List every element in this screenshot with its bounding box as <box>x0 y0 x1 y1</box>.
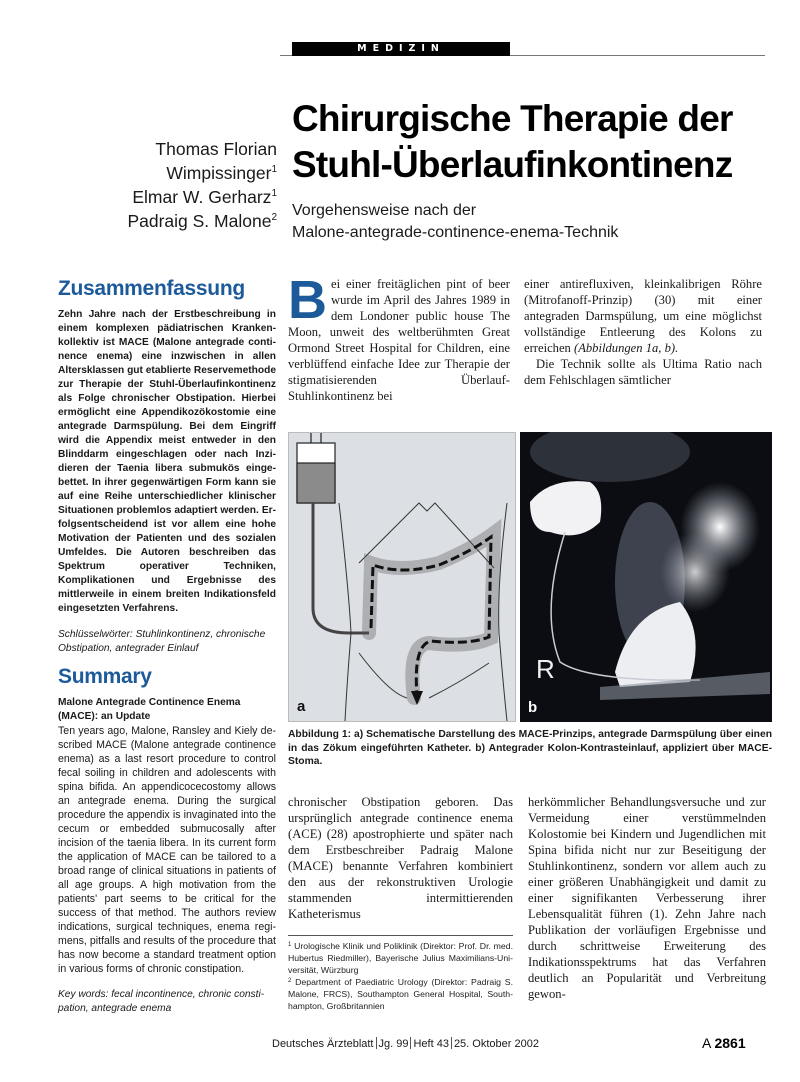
author-name: Elmar W. Gerharz$^1$ <box>132 187 277 207</box>
body-column-2-bottom <box>528 794 766 1002</box>
affiliation-marker: 2 <box>271 212 277 223</box>
issue-date: 25. Oktober 2002 <box>453 1038 539 1050</box>
drop-cap: B <box>288 270 327 330</box>
body-paragraph: chronischer Obstipation geboren. Das ursprünglich antegrade continence enema (ACE) (28) apostrophierte und später nach dem Erstbeschreiber Padraig Malone (MACE) benannte Verfahren kombiniert den aus der rekonstruktiven Urologie stammenden intermittierenden Katheterismus <box>288 795 513 921</box>
zusammenfassung-text: Zehn Jahre nach der Erstbeschreibung in einem komplexen pädiatrischen Krankenkollektiv ist MACE (Malone antegrade continence enema) eine inzwischen in allen Altersklassen gut etablierte Reservemethode zur Therapie der Stuhl-Überlaufinkontinenz als Folge chronischer Obstipation. Hierbei ermöglicht eine Appendikozökostomie eine antegrade Darmspülung. Bei dem Eingriff wird die Appendix meist entweder in den Blinddarm eingeschlagen oder nach Inzidieren der Taenia libera submukös eingebettet. In ihrer gegenwärtigen Form kann sie auf eine Reihe unterschiedlicher klinischer Situationen problemlos adaptiert werden. Erfolgsentscheidend ist vor allem eine hohe Motivation der Patienten und des sozialen Umfeldes. Die Autoren beschreiben das Spektrum operativer Techniken, Komplikationen und Ergebnisse des mittlerweile in einem breiten Indikationsfeld eingesetzten Verfahrens. <box>58 309 276 614</box>
body-column-1-bottom <box>288 794 513 922</box>
key-words: Key words: fecal incontinence, chronic constipation, antegrade enema <box>58 989 265 1014</box>
zusammenfassung-section <box>58 276 276 656</box>
panel-label-b: b <box>528 699 538 716</box>
summary-subheading: Malone Antegrade Continence Enema (MACE): an Update <box>58 697 241 722</box>
footnote-rule <box>288 935 513 936</box>
article-subtitle <box>292 200 772 244</box>
body-paragraph: Die Technik sollte als Ultima Ratio nach dem Fehlschlagen sämtlicher <box>524 357 762 387</box>
xray-side-marker: R <box>536 654 555 684</box>
body-paragraph: ei einer freitäglichen pint of beer wurde im April des Jahres 1989 in dem Londoner public house The Moon, unweit des weltberühmten Great Ormond Street Hospital for Children, eine verblüffend einfache Idee zur Therapie der stigmatisierenden Überlauf-Stuhlinkontinenz bei <box>288 277 510 403</box>
figure-1b-xray <box>520 432 772 722</box>
colon-schematic-icon <box>289 433 515 721</box>
schluesselwoerter: Schlüsselwörter: Stuhlinkontinenz, chronische Obstipation, antegrader Einlauf <box>58 629 266 654</box>
subtitle-line: Malone-antegrade-continence-enema-Technik <box>292 224 619 241</box>
title-line: Stuhl-Überlaufinkontinenz <box>292 144 733 185</box>
divider <box>376 1037 377 1049</box>
figure-caption: Abbildung 1: a) Schematische Darstellung des MACE-Prinzips, antegrade Darmspülung über einen in das Zökum eingeführten Katheter. b) Antegrader Kolon-Kontrasteinlauf, appliziert über MACE-Stoma. <box>288 729 772 767</box>
zusammenfassung-heading: Zusammenfassung <box>58 277 245 300</box>
affiliation-marker: 1 <box>271 164 277 175</box>
author-name: Thomas Florian <box>155 139 277 159</box>
figure-reference[interactable]: (Abbildungen 1a, b). <box>574 341 679 355</box>
body-column-2-top <box>524 276 762 388</box>
subtitle-line: Vorgehensweise nach der <box>292 202 477 219</box>
issue: Heft 43 <box>413 1038 449 1050</box>
summary-section <box>58 664 276 1016</box>
panel-label-a: a <box>297 698 306 715</box>
page-footer <box>272 1037 539 1050</box>
summary-heading: Summary <box>58 665 152 688</box>
summary-text: Ten years ago, Malone, Ransley and Kiely described MACE (Malone antegrade continence enema) as a last resort procedure to control fecal soiling in children and adolescents with spina bifida. An appendicocecostomy allows an antegrade enema. During the surgical procedure the appendix is invaginated into the cecum or embedded submucosally after incision of the taenia libera. In its current form the application of MACE can be tailored to a broad range of clinical situations in patients of all age groups. A high motivation from the patients' part seems to be critical for the success of that method. The authors review indications, surgical techniques, enema regimens, pitfalls and results of the procedure that has now become a standard treatment option in various forms of chronic constipation. <box>58 725 276 975</box>
divider <box>451 1037 452 1049</box>
volume: Jg. 99 <box>378 1038 409 1050</box>
footnotes <box>288 940 513 1012</box>
page-number <box>702 1035 746 1051</box>
body-column-1-top <box>288 270 510 404</box>
article-title <box>292 96 772 188</box>
journal-name: Deutsches Ärzteblatt <box>272 1038 374 1050</box>
section-label: MEDIZIN <box>292 42 510 56</box>
page-prefix: A <box>702 1035 711 1051</box>
author-name: Wimpissinger$^1$ <box>166 163 277 183</box>
xray-image-icon <box>520 432 772 722</box>
figure-1a-schematic <box>288 432 516 722</box>
footnote: $^1$ Urologische Klinik und Poliklinik (Direktor: Prof. Dr. med. Hubertus Riedmiller), Bayerische Julius Maximilians-Universität, Würzburg <box>288 941 513 975</box>
body-paragraph: herkömmlicher Behandlungsversuche und zur Vermeidung einer verstümmelnden Kolostomie bei Kindern und Jugendlichen mit Spina bifida nicht nur zur Beseitigung der Stuhlinkontinenz, sondern vor allem auch zu einer größeren Unabhängigkeit und damit zu einer signifikanten Verbesserung ihrer Lebensqualität führen (1). Zehn Jahre nach Publikation der vorläufigen Ergebnisse und durch schrittweise Erweiterung des Indikationsspektrums hat das Verfahren deutlich an Popularität und Verbreitung gewon- <box>528 795 766 1001</box>
affiliation-marker: 1 <box>271 188 277 199</box>
author-list <box>95 137 277 233</box>
title-line: Chirurgische Therapie der <box>292 98 733 139</box>
author-name: Padraig S. Malone$^2$ <box>127 211 277 231</box>
page-number-value: 2861 <box>714 1035 746 1051</box>
divider <box>410 1037 411 1049</box>
footnote: $^2$ Department of Paediatric Urology (Direktor: Padraig S. Malone, FRCS), Southampton General Hospital, Southhampton, Großbritannien <box>288 977 513 1011</box>
body-paragraph: einer antirefluxiven, kleinkalibrigen Röhre (Mitrofanoff-Prinzip) (30) mit einer antegraden Darmspülung, um eine möglichst vollständige Entleerung des Kolons zu erreichen (Abbildungen 1a, b). <box>524 277 762 355</box>
